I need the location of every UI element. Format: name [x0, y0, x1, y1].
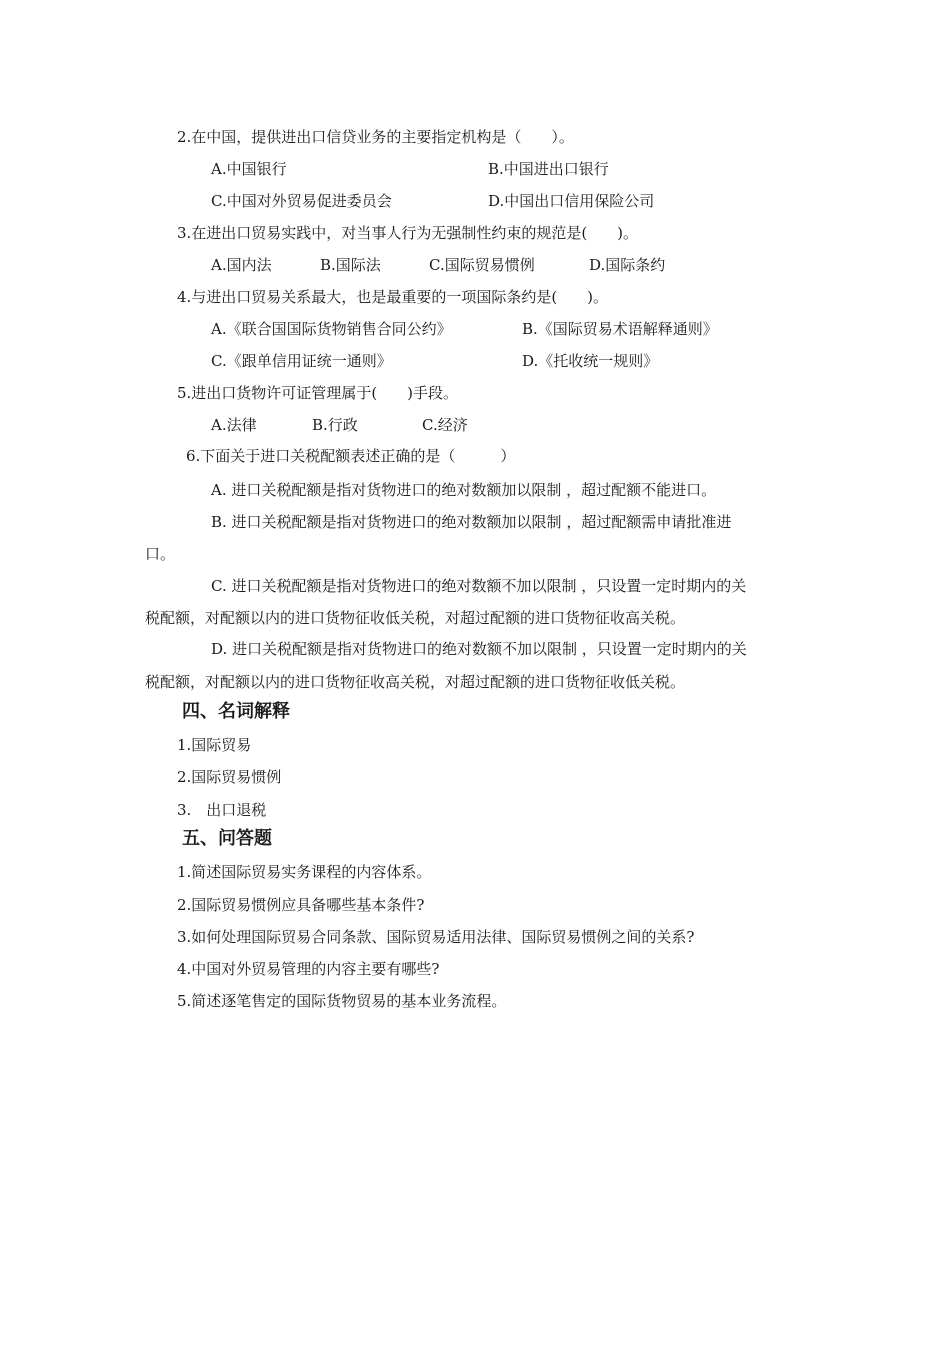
question-3-option-c: C.国际贸易惯例 [429, 256, 535, 274]
section-4-item: 3. 出口退税 [177, 801, 267, 819]
question-4-option-d: D.《托收统一规则》 [522, 352, 659, 370]
section-4-heading: 四、名词解释 [182, 701, 290, 722]
question-6-option-d-line-1: D. 进口关税配额是指对货物进口的绝对数额不加以限制 ，只设置一定时期内的关 [211, 640, 747, 658]
question-6-option-a: A. 进口关税配额是指对货物进口的绝对数额加以限制 ，超过配额不能进口。 [211, 481, 717, 499]
question-3-option-b: B.国际法 [320, 256, 381, 274]
question-3-option-a: A.国内法 [211, 256, 272, 274]
question-2-option-c: C.中国对外贸易促进委员会 [211, 192, 392, 210]
question-6-option-b-line-1: B. 进口关税配额是指对货物进口的绝对数额加以限制 ，超过配额需申请批准进 [211, 513, 732, 531]
section-4-item: 1.国际贸易 [177, 736, 252, 754]
question-3-stem: 3.在进出口贸易实践中，对当事人行为无强制性约束的规范是( )。 [177, 224, 639, 242]
section-5-item: 1.简述国际贸易实务课程的内容体系。 [177, 863, 432, 881]
question-6-option-c-line-2: 税配额，对配额以内的进口货物征收低关税，对超过配额的进口货物征收高关税。 [145, 609, 686, 627]
question-2-stem: 2.在中国，提供进出口信贷业务的主要指定机构是（ ）。 [177, 128, 574, 146]
question-5-stem: 5.进出口货物许可证管理属于( )手段。 [177, 384, 459, 402]
question-5-option-a: A.法律 [211, 416, 257, 434]
question-2-option-d: D.中国出口信用保险公司 [488, 192, 655, 210]
question-5-option-c: C.经济 [422, 416, 468, 434]
question-6-option-c-line-1: C. 进口关税配额是指对货物进口的绝对数额不加以限制 ，只设置一定时期内的关 [211, 577, 747, 595]
question-4-option-b: B.《国际贸易术语解释通则》 [522, 320, 718, 338]
question-6-option-b-line-2: 口。 [145, 545, 176, 563]
section-5-item: 4.中国对外贸易管理的内容主要有哪些? [177, 960, 440, 978]
section-5-heading: 五、问答题 [182, 828, 272, 849]
question-3-option-d: D.国际条约 [589, 256, 666, 274]
question-6-option-d-line-2: 税配额，对配额以内的进口货物征收高关税，对超过配额的进口货物征收低关税。 [145, 673, 686, 691]
question-4-option-a: A.《联合国国际货物销售合同公约》 [211, 320, 452, 338]
question-2-option-b: B.中国进出口银行 [488, 160, 609, 178]
question-5-option-b: B.行政 [312, 416, 358, 434]
section-4-item: 2.国际贸易惯例 [177, 768, 282, 786]
question-2-option-a: A.中国银行 [211, 160, 287, 178]
question-4-option-c: C.《跟单信用证统一通则》 [211, 352, 392, 370]
section-5-item: 5.简述逐笔售定的国际货物贸易的基本业务流程。 [177, 992, 507, 1010]
question-6-stem: 6.下面关于进口关税配额表述正确的是（ ） [186, 447, 516, 465]
section-5-item: 3.如何处理国际贸易合同条款、国际贸易适用法律、国际贸易惯例之间的关系? [177, 928, 695, 946]
question-4-stem: 4.与进出口贸易关系最大，也是最重要的一项国际条约是( )。 [177, 288, 609, 306]
section-5-item: 2.国际贸易惯例应具备哪些基本条件? [177, 896, 425, 914]
